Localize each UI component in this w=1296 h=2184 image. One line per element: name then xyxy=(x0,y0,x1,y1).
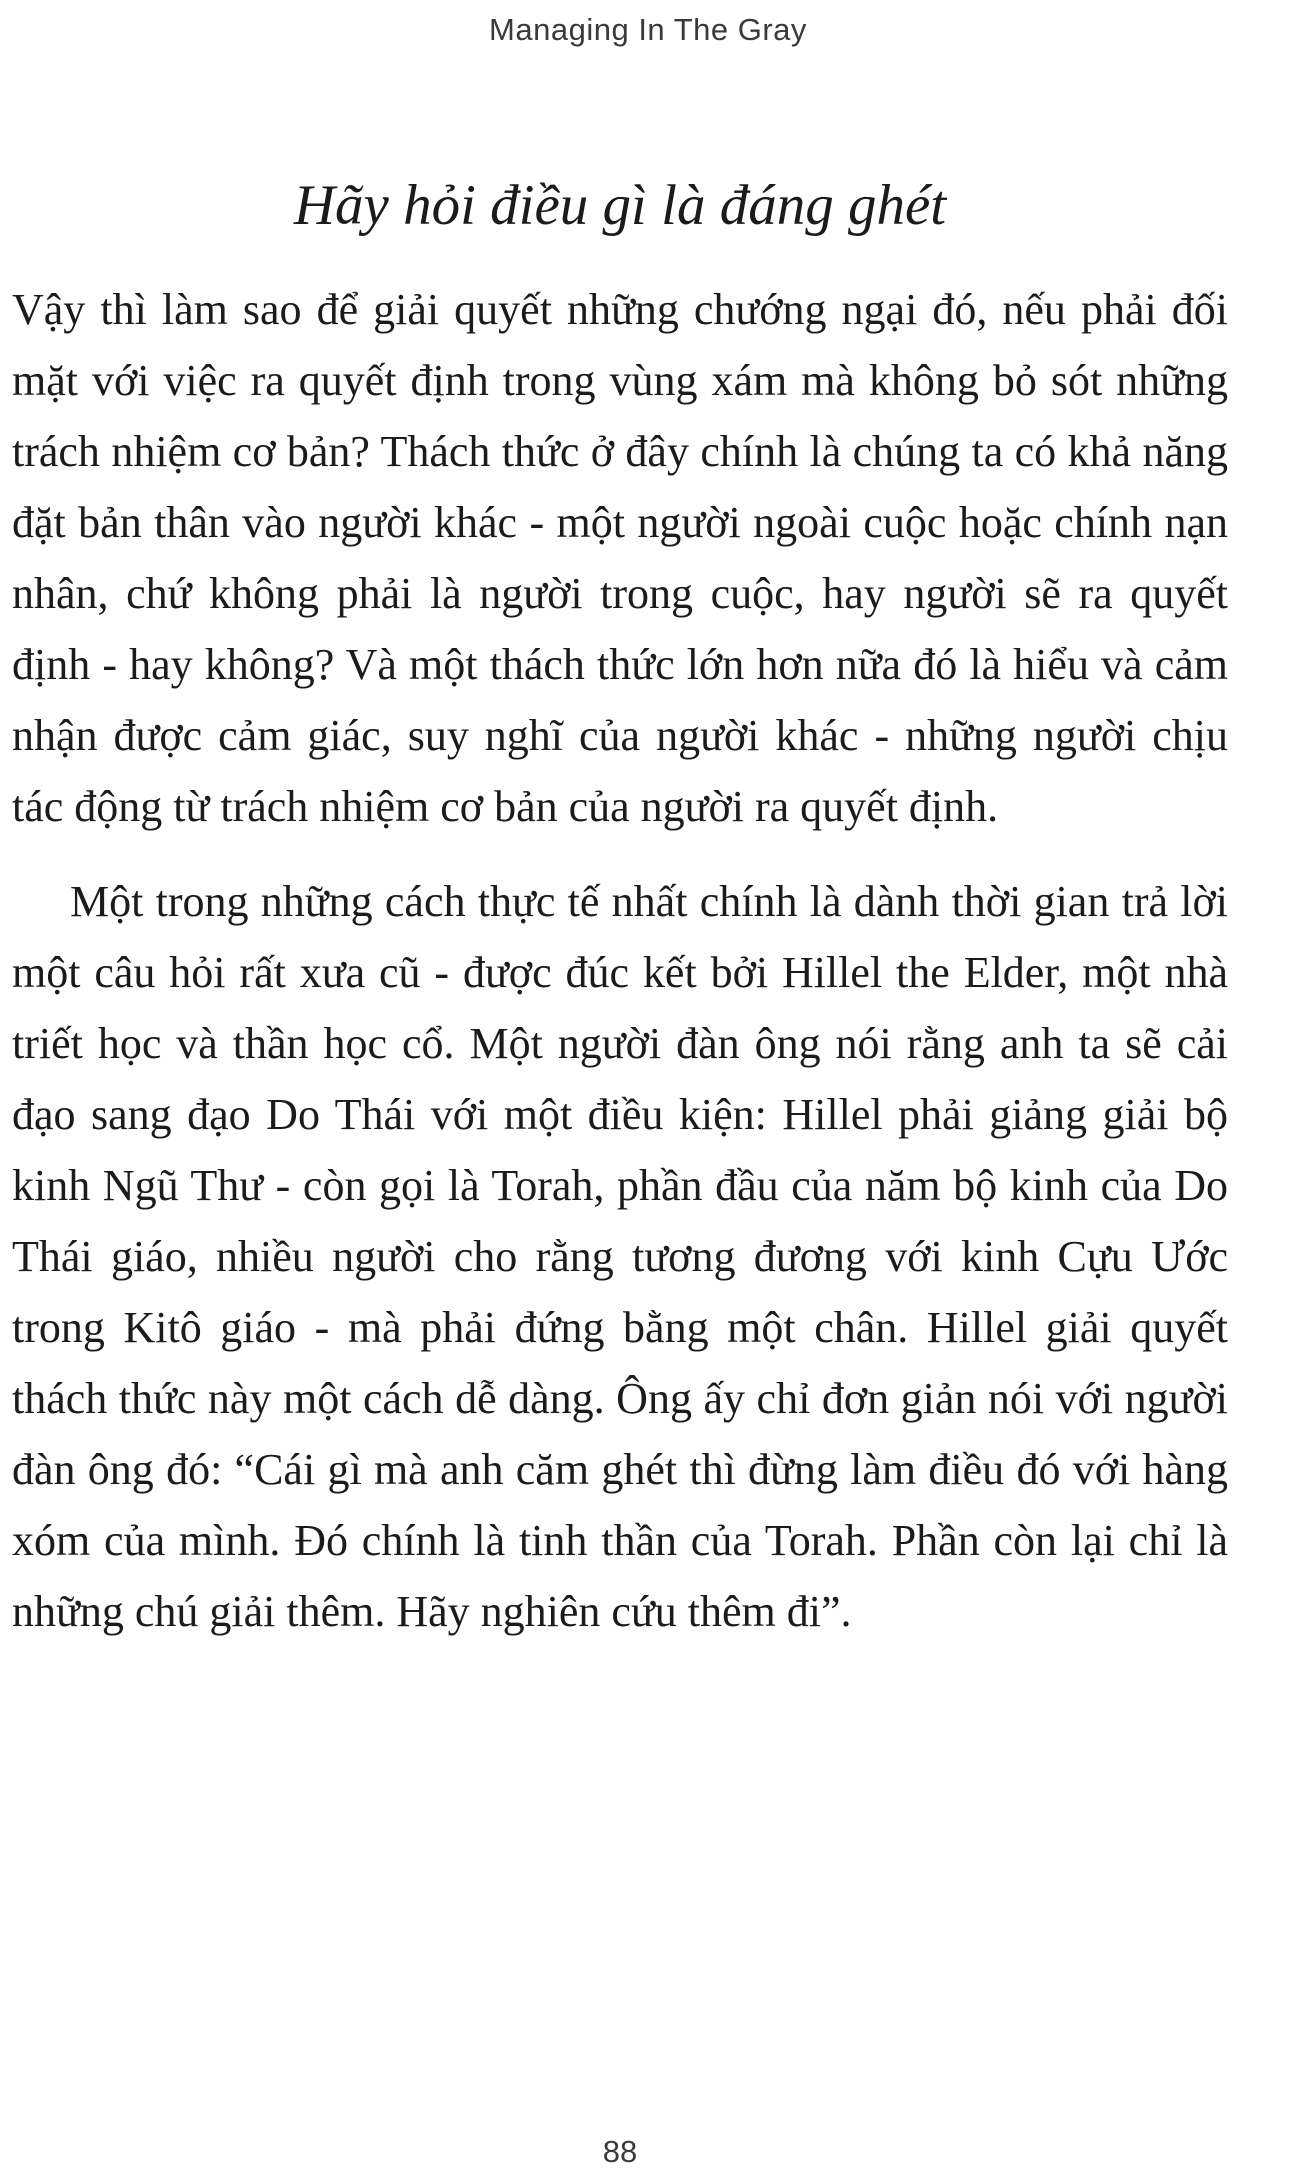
running-header: Managing In The Gray xyxy=(489,12,807,47)
paragraph-2: Một trong những cách thực tế nhất chính là dành thời gian trả lời một câu hỏi rất xưa cũ - được đúc kết bởi Hillel the Elder, một nhà triết học và thần học cổ. Một người đàn ông nói rằng anh ta sẽ cải đạo sang đạo Do Thái với một điều kiện: Hillel phải giảng giải bộ kinh Ngũ Thư - còn gọi là Torah, phần đầu của năm bộ kinh của Do Thái giáo, nhiều người cho rằng tương đương với kinh Cựu Ước trong Kitô giáo - mà phải đứng bằng một chân. Hillel giải quyết thách thức này một cách dễ dàng. Ông ấy chỉ đơn giản nói với người đàn ông đó: “Cái gì mà anh căm ghét thì đừng làm điều đó với hàng xóm của mình. Đó chính là tinh thần của Torah. Phần còn lại chỉ là những chú giải thêm. Hãy nghiên cứu thêm đi”. xyxy=(12,877,1228,1636)
body-text xyxy=(12,274,1228,1647)
paragraph-1: Vậy thì làm sao để giải quyết những chướng ngại đó, nếu phải đối mặt với việc ra quyết định trong vùng xám mà không bỏ sót những trách nhiệm cơ bản? Thách thức ở đây chính là chúng ta có khả năng đặt bản thân vào người khác - một người ngoài cuộc hoặc chính nạn nhân, chứ không phải là người trong cuộc, hay người sẽ ra quyết định - hay không? Và một thách thức lớn hơn nữa đó là hiểu và cảm nhận được cảm giác, suy nghĩ của người khác - những người chịu tác động từ trách nhiệm cơ bản của người ra quyết định. xyxy=(12,285,1228,831)
page-number: 88 xyxy=(602,2134,638,2169)
section-title: Hãy hỏi điều gì là đáng ghét xyxy=(293,174,947,237)
